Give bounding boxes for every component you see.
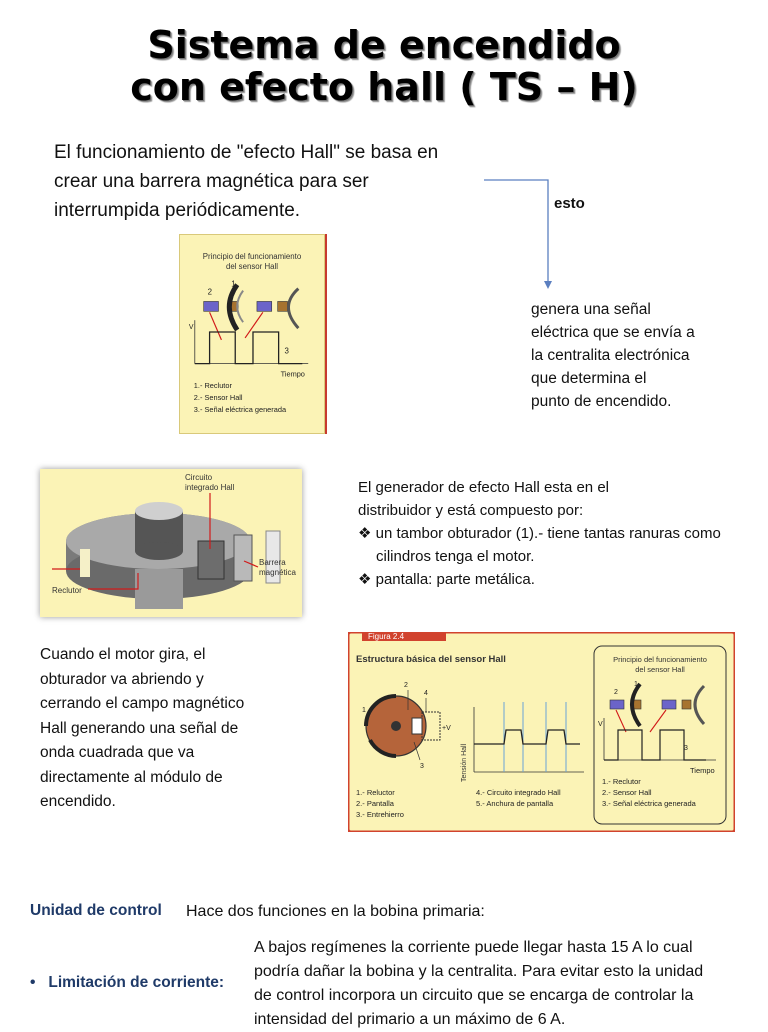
signal-line: la centralita electrónica — [531, 347, 690, 364]
motor-line: directamente al módulo de — [40, 768, 223, 786]
control-unit-label: Unidad de control — [30, 902, 162, 919]
diamond-bullet-icon: ❖ — [358, 525, 376, 542]
current-limit-line: de control incorpora un circuito que se encarga de controlar la — [254, 987, 694, 1004]
fig1-number: 2 — [207, 287, 213, 297]
motor-line: Cuando el motor gira, el — [40, 646, 206, 663]
hall-structure-figure — [348, 632, 735, 832]
fig3-inset-legend: 2.- Sensor Hall — [602, 788, 652, 797]
fig1-v-label: V — [188, 324, 194, 332]
fig1-legend: 1.- Reclutor — [193, 381, 232, 391]
fig3-time-label: Tiempo — [690, 766, 715, 775]
fig1-number: 3 — [284, 346, 289, 356]
fig1-number: 1 — [231, 279, 236, 289]
fig3-number: 4 — [424, 690, 428, 697]
motor-line: onda cuadrada que va — [40, 744, 195, 761]
intro-line: El funcionamiento de "efecto Hall" se basa en — [54, 142, 439, 163]
fig2-label-circuit: Circuito — [185, 473, 213, 482]
fig3-inset-number: 1 — [634, 681, 638, 688]
fig3-legend: 5.- Anchura de pantalla — [476, 799, 554, 808]
fig3-legend: 1.- Reluctor — [356, 788, 395, 797]
fig1-legend: 3.- Señal eléctrica generada — [193, 404, 287, 414]
fig3-legend: 2.- Pantalla — [356, 799, 394, 808]
signal-line: que determina el — [531, 370, 647, 387]
fig3-inset-number: 2 — [614, 689, 618, 696]
fig2-label-barrier: Barrera — [259, 558, 286, 567]
generator-list-item: ❖ un tambor obturador (1).- tiene tantas ranuras como cilindros tenga el motor. — [358, 525, 721, 565]
current-limit-text — [254, 936, 754, 1032]
diamond-bullet-icon: ❖ — [358, 571, 376, 588]
generator-list-item: ❖ pantalla: parte metálica. — [358, 571, 535, 588]
fig3-inset-legend: 1.- Reclutor — [602, 777, 641, 786]
fig2-label-reclutor: Reclutor — [52, 586, 82, 595]
fig3-inset-number: 3 — [684, 745, 688, 752]
generator-line: El generador de efecto Hall esta en el — [358, 479, 609, 496]
fig3-inset-v: V — [598, 721, 603, 728]
connector-arrow — [480, 175, 560, 295]
current-limit-title: Limitación de corriente: — [48, 974, 225, 991]
motor-line: obturador va abriendo y — [40, 670, 204, 688]
generator-description — [358, 476, 758, 591]
fig3-inset-legend: 3.- Señal eléctrica generada — [602, 799, 696, 808]
motor-line: cerrando el campo magnético — [40, 695, 245, 712]
fig1-title: del sensor Hall — [225, 261, 279, 271]
hall-principle-figure — [179, 234, 325, 434]
signal-line: eléctrica que se envía a — [531, 324, 695, 341]
fig3-axis-label: Tensión Hall — [461, 743, 468, 782]
fig2-label-barrier: magnética — [259, 568, 296, 577]
motor-line: encendido. — [40, 793, 116, 810]
current-limit-label — [30, 974, 224, 992]
bullet-icon: • — [30, 974, 36, 991]
hall-generator-illustration — [40, 469, 302, 617]
title-line-1: Sistema de encendido — [147, 23, 621, 67]
title-line-2: con efecto hall ( TS – H) — [130, 65, 638, 109]
fig1-legend: 2.- Sensor Hall — [193, 393, 243, 403]
fig3-legend: 4.- Circuito integrado Hall — [476, 788, 561, 797]
signal-description — [531, 298, 751, 413]
fig3-legend: 3.- Entrehierro — [356, 810, 404, 819]
connector-label: esto — [554, 195, 585, 212]
fig2-label-circuit: integrado Hall — [185, 483, 235, 492]
current-limit-line: podría dañar la bobina y la centralita. Para evitar esto la unidad — [254, 963, 704, 980]
motor-description — [40, 643, 295, 815]
fig3-title: Estructura básica del sensor Hall — [356, 654, 506, 665]
intro-line: crear una barrera magnética para ser — [54, 171, 369, 192]
current-limit-line: A bajos regímenes la corriente puede llegar hasta 15 A lo cual — [254, 939, 693, 956]
generator-line: distribuidor y está compuesto por: — [358, 502, 584, 519]
fig3-number: 2 — [404, 682, 408, 689]
fig1-time-label: Tiempo — [280, 369, 305, 379]
control-unit-text: Hace dos funciones en la bobina primaria: — [186, 903, 485, 920]
page-title — [0, 24, 768, 108]
motor-line: Hall generando una señal de — [40, 719, 239, 737]
signal-line: genera una señal — [531, 301, 651, 318]
current-limit-line: intensidad del primario a un máximo de 6 A. — [254, 1011, 566, 1028]
fig3-plus-v: +V — [442, 725, 451, 732]
fig1-title: Principio del funcionamiento — [202, 252, 302, 262]
intro-paragraph — [54, 138, 484, 225]
signal-line: punto de encendido. — [531, 393, 672, 410]
fig3-number: 1 — [362, 707, 366, 714]
intro-line: interrumpida periódicamente. — [54, 200, 301, 221]
fig3-number: 3 — [420, 763, 424, 770]
hall-sensor-icon — [257, 289, 298, 328]
fig3-inset-title: del sensor Hall — [635, 665, 685, 674]
fig3-banner: Figura 2.4 — [368, 632, 405, 641]
fig3-inset-title: Principio del funcionamiento — [613, 655, 707, 664]
